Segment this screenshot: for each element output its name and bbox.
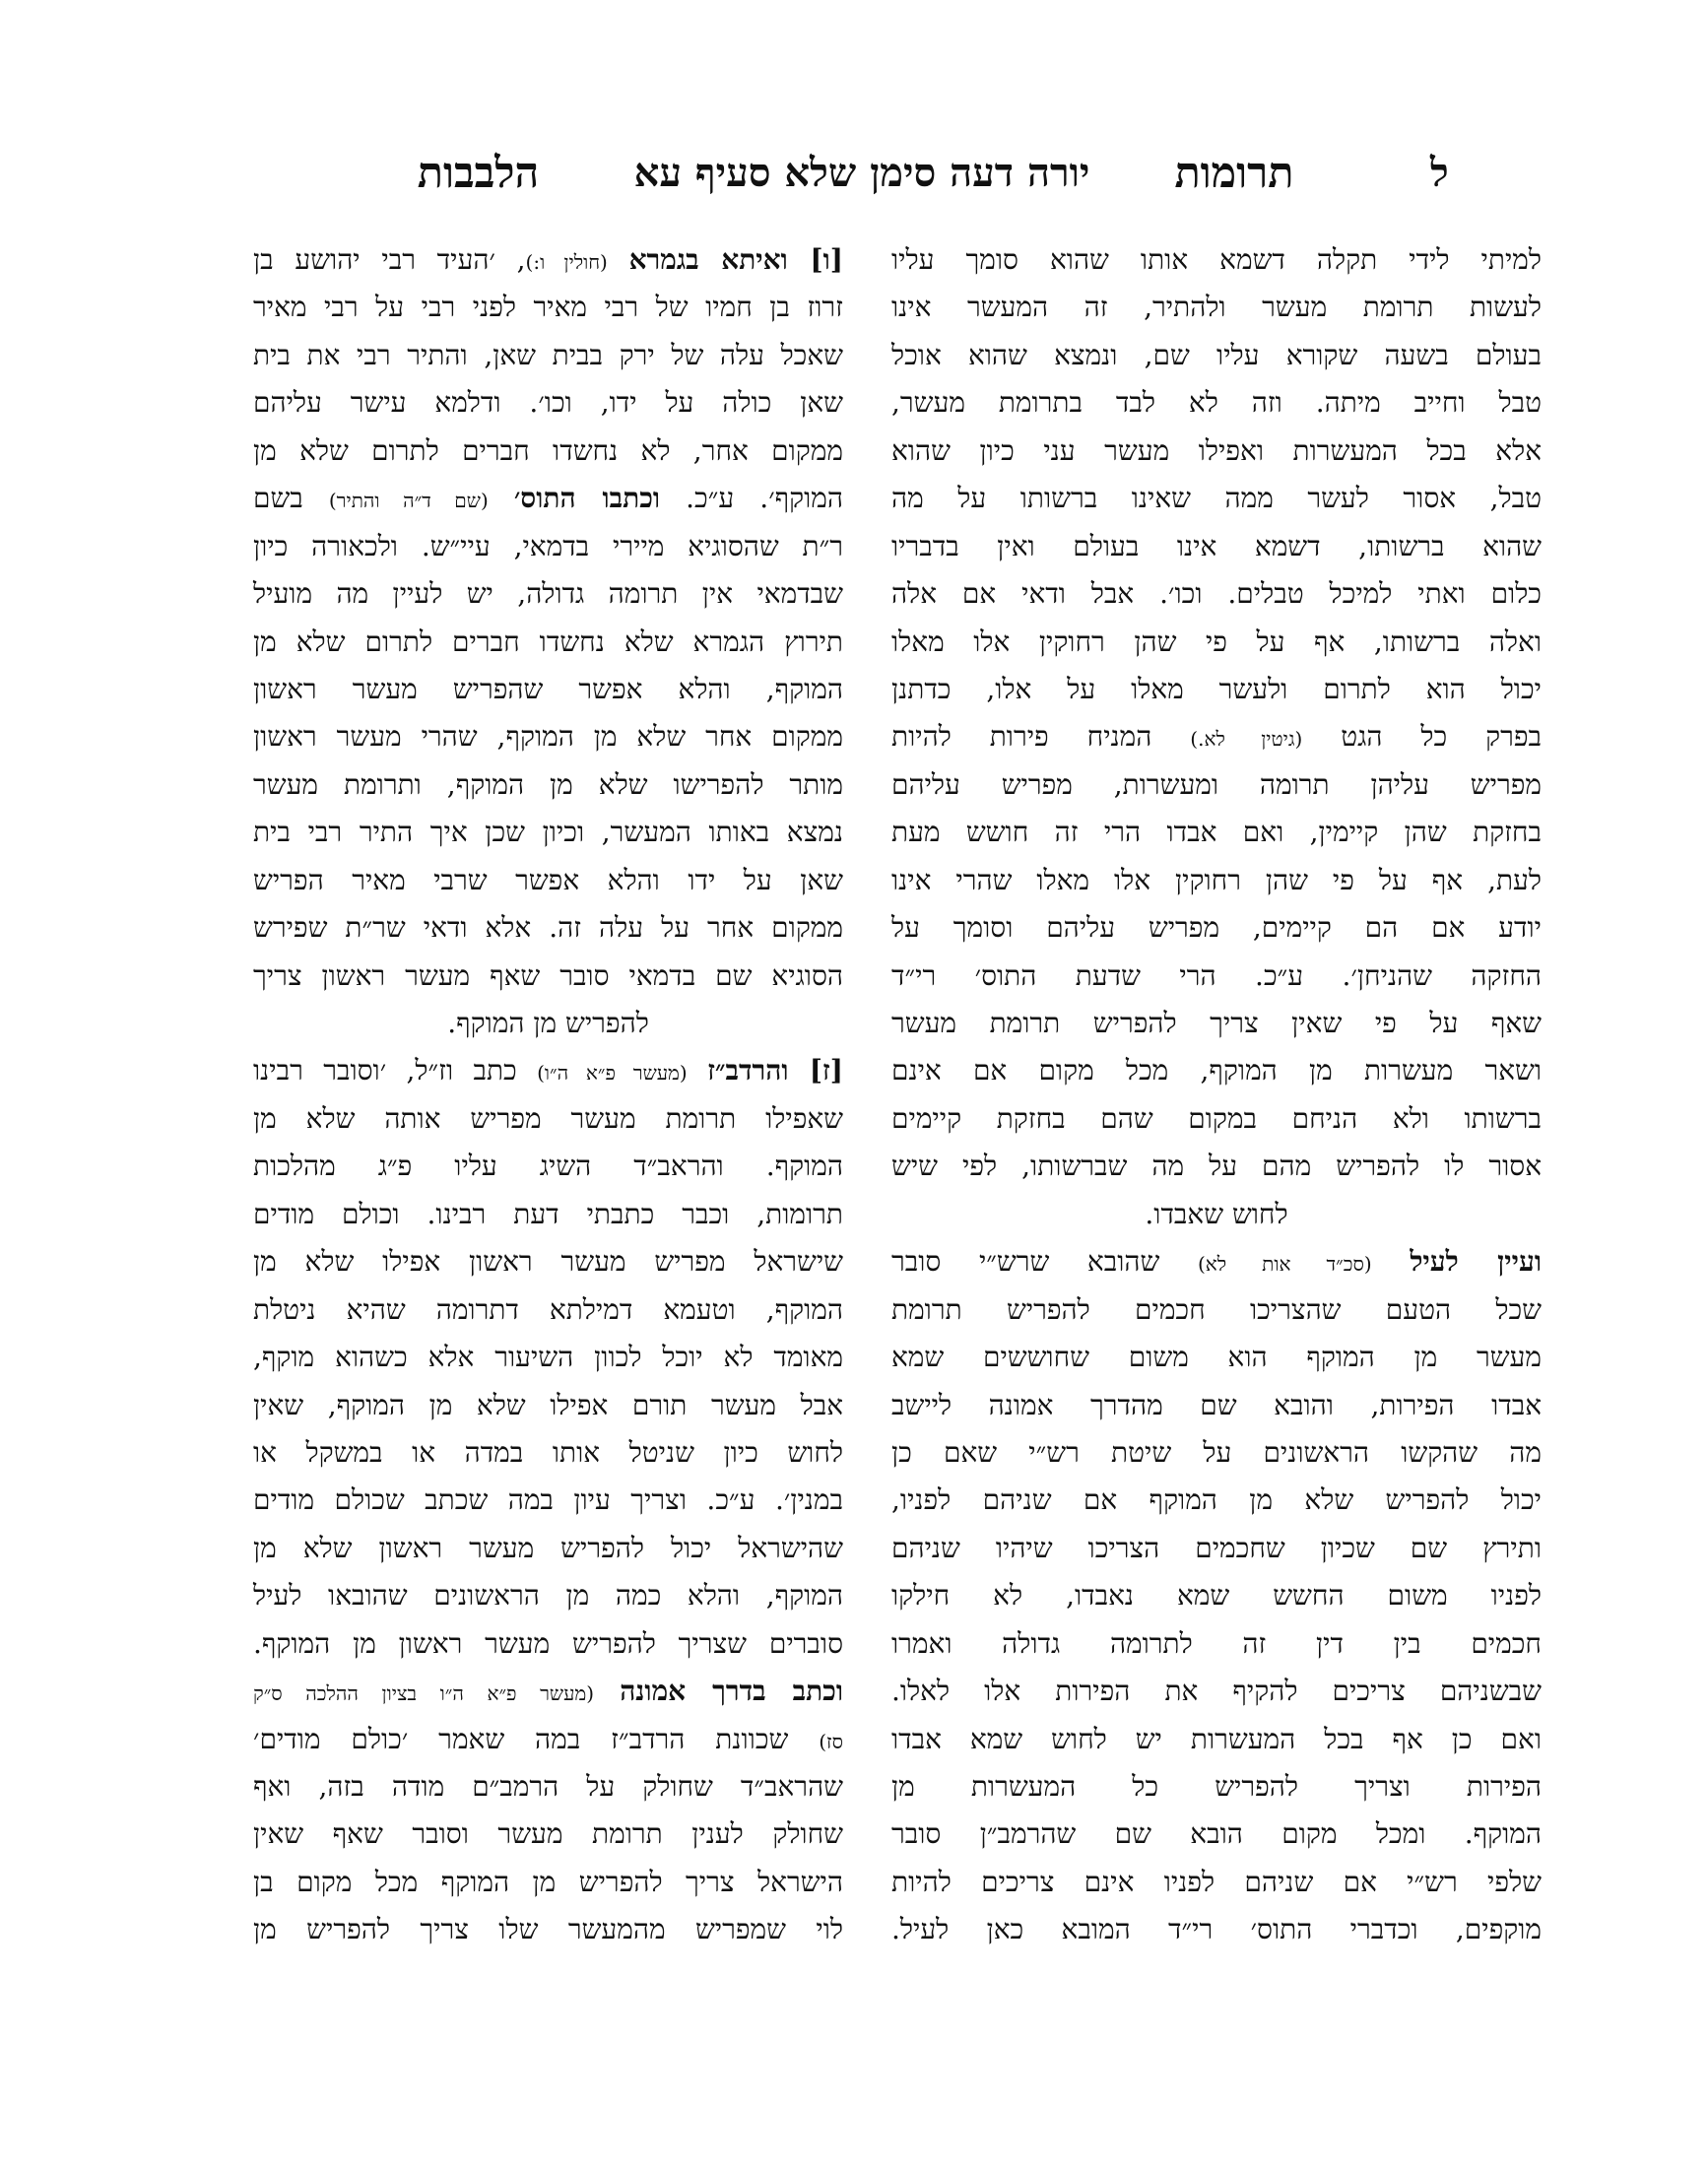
body-text: זרוז בן חמיו של רבי מאיר לפני רבי על רבי מאיר [253,291,843,324]
body-text: יודע אם הם קיימים, מפריש עליהם וסומך על [891,911,1542,945]
left-text-column [253,236,843,1954]
text-line [253,236,843,284]
body-text [688,1054,707,1086]
text-line [253,1191,843,1238]
body-text [608,243,629,276]
text-line [253,332,843,379]
citation-text: (מעשר פ״א ה״ו בציון ההלכה ס״ק [253,1681,595,1706]
text-line [253,1286,843,1334]
body-text: שאפילו תרומת מעשר מפריש אותה שלא מן [253,1101,843,1135]
body-text: שכל הטעם שהצריכו חכמים להפריש תרומת [891,1292,1542,1326]
section-marker: [ו] [787,243,843,276]
text-line [253,284,843,331]
text-line [253,713,843,760]
text-line [891,1763,1542,1811]
body-text: המניח פירות להיות [891,720,1191,754]
text-line [253,1238,843,1285]
citation-text: (מעשר פ״א ה״ו) [537,1061,688,1086]
body-text: המוקף׳. ע״כ. [660,482,844,515]
text-line [891,475,1542,522]
body-text: אסור לו להפריש מהם על מה שברשותו, לפי שיש [891,1150,1542,1183]
body-text: שאן על ידו והלא אפשר שרבי מאיר הפריש [253,863,843,896]
text-line [253,953,843,1000]
body-text: בשם [253,482,329,515]
body-text: ואלה ברשותו, אף על פי שהן רחוקין אלו מאלו [891,625,1542,658]
body-text: שאן כולה על ידו, וכו׳. ודלמא עישר עליהם [253,386,843,420]
text-line [891,713,1542,760]
body-text: חכמים בין דין זה לתרומה גדולה ואמרו [891,1626,1542,1660]
body-text: הישראל צריך להפריש מן המוקף מכל מקום בן [253,1865,843,1898]
body-text: בפרק כל הגט [1302,720,1543,754]
citation-text: (חולין ו:) [525,250,608,274]
text-line [253,1525,843,1572]
body-text: שלפי רש״י אם שניהם לפניו אינם צריכים להיות [891,1865,1542,1898]
text-line [253,1859,843,1906]
body-text [1372,1245,1411,1278]
text-line [253,809,843,856]
body-text: לחוש שאבדו. [1145,1197,1288,1230]
body-text: תירוץ הגמרא שלא נחשדו חברים לתרום שלא מן [253,625,843,658]
text-line [891,1334,1542,1381]
text-line [253,1811,843,1858]
text-line [891,1095,1542,1143]
text-line [253,1382,843,1429]
text-line [253,1572,843,1619]
header-tractate-title: תרומות [1174,149,1294,198]
text-line [891,1572,1542,1619]
text-line [891,236,1542,284]
text-line [891,904,1542,952]
body-text: ר״ת שהסוגיא מיירי בדמאי, עיי״ש. ולכאורה כיון [253,529,843,562]
text-line [253,428,843,475]
body-text: שהראב״ד שחולק על הרמב״ם מודה בזה, ואף [253,1770,843,1803]
text-line [891,1859,1542,1906]
citation-text: (שם ד״ה והתיר) [328,489,489,513]
text-line [253,857,843,904]
body-text: , ׳העיד רבי יהושע בן [253,243,526,276]
body-text: לוי שמפריש מהמעשר שלו צריך להפריש מן [253,1913,843,1946]
text-line [253,1668,843,1715]
text-line [253,904,843,952]
text-line [253,1906,843,1953]
body-text: תרומות, וכבר כתבתי דעת רבינו. וכולם מודים [253,1197,843,1230]
body-text: ברשותו ולא הניחם במקום שהם בחזקת קיימים [891,1101,1542,1135]
text-line [891,570,1542,618]
emphasis-text: והרדב״ז [707,1054,789,1087]
text-line [253,379,843,427]
body-text: ותירץ שם שכיון שחכמים הצריכו שיהיו שניהם [891,1531,1542,1564]
text-line [253,1620,843,1668]
right-text-column [891,236,1542,1954]
body-text: לחוש כיון שניטל אותו במדה או במשקל או [253,1435,843,1469]
text-line [891,953,1542,1000]
text-line [891,1906,1542,1953]
body-text: שהוא ברשותו, דשמא אינו בעולם ואין בדבריו [891,529,1542,562]
body-text: שהישראל יכול להפריש מעשר ראשון שלא מן [253,1531,843,1564]
body-text: המוקף, וטעמא דמילתא דתרומה שהיא ניטלת [253,1292,843,1326]
text-line [253,1000,843,1047]
body-text: ממקום אחר שלא מן המוקף, שהרי מעשר ראשון [253,720,843,754]
body-text: ואם כן אף בכל המעשרות יש לחוש שמא אבדו [891,1722,1542,1755]
text-line [891,379,1542,427]
body-text: המוקף, והלא אפשר שהפריש מעשר ראשון [253,672,843,705]
emphasis-text: ואיתא בגמרא [628,243,788,276]
body-text [489,482,514,514]
text-line [253,1334,843,1381]
section-marker: [ז] [788,1054,843,1087]
text-line [253,475,843,522]
body-text: המוקף. והראב״ד השיג עליו פ״ג מהלכות [253,1150,843,1183]
body-text: מפריש עליהן תרומה ומעשרות, מפריש עליהם [891,767,1542,801]
text-line [891,1811,1542,1858]
body-text: מאומד לא יוכל לכוון השיעור אלא כשהוא מוקף, [253,1341,843,1374]
body-text: שבדמאי אין תרומה גדולה, יש לעיין מה מועיל [253,577,843,611]
body-text [594,1675,620,1707]
body-text: ממקום אחר, לא נחשדו חברים לתרום שלא מן [253,433,843,467]
body-text: הפירות וצריך להפריש כל המעשרות מן [891,1770,1542,1803]
body-text: לעשות תרומת מעשר ולהתיר, זה המעשר אינו [891,291,1542,324]
body-text: שישראל מפריש מעשר ראשון אפילו שלא מן [253,1245,843,1279]
text-line [891,857,1542,904]
text-line [253,1763,843,1811]
body-text: שהובא שרש״י סובר [891,1245,1198,1279]
header-book-title: הלבבות [417,149,540,198]
text-line [891,1429,1542,1477]
body-text: כתב וז״ל, ׳וסובר רבינו [253,1054,538,1087]
text-line [253,619,843,666]
text-line [891,619,1542,666]
text-line [253,1143,843,1190]
body-text: כלום ואתי למיכל טבלים. וכו׳. אבל ודאי אם אלה [891,577,1542,611]
text-line [891,1477,1542,1524]
text-line [891,1000,1542,1047]
text-line [891,1143,1542,1190]
body-text: שבשניהם צריכים להקיף את הפירות אלו לאלו. [891,1675,1542,1708]
body-text: אבדו הפירות, והובא שם מהדרך אמונה ליישב [891,1388,1542,1421]
body-text: המוקף. ומכל מקום הובא שם שהרמב״ן סובר [891,1817,1542,1851]
body-text: שחולק לענין תרומת מעשר וסובר שאף שאין [253,1817,843,1851]
citation-text: (גיטין לא.) [1190,727,1303,752]
text-line [891,1668,1542,1715]
text-line [891,1525,1542,1572]
running-header [0,140,1708,207]
body-text: לפניו משום החשש שמא נאבדו, לא חילקו [891,1579,1542,1613]
text-line [891,1286,1542,1334]
emphasis-text: וכתב בדרך אמונה [620,1675,843,1708]
body-text: לעת, אף על פי שהן רחוקין אלו מאלו שהרי אינו [891,863,1542,896]
text-line [891,666,1542,713]
text-line [253,761,843,809]
text-line [891,1620,1542,1668]
text-line [891,332,1542,379]
text-line [253,1429,843,1477]
text-line [891,284,1542,331]
body-text: יכול להפריש שלא מן המוקף אם שניהם לפניו, [891,1483,1542,1517]
body-text: בחזקת שהן קיימין, ואם אבדו הרי זה חושש מעת [891,816,1542,849]
body-text: טבל, אסור לעשר ממה שאינו ברשותו על מה [891,482,1542,515]
text-line [891,1382,1542,1429]
text-line [253,666,843,713]
text-line [253,1477,843,1524]
body-text: מותר להפרישו שלא מן המוקף, ותרומת מעשר [253,767,843,801]
text-line [891,761,1542,809]
body-text: מה שהקשו הראשונים על שיטת רש״י שאם כן [891,1435,1542,1469]
body-text: למיתי לידי תקלה דשמא אותו שהוא סומך עליו [891,243,1542,276]
text-line [891,428,1542,475]
citation-text: סז) [819,1729,843,1753]
body-text: הסוגיא שם בדמאי סובר שאף מעשר ראשון צריך [253,958,843,992]
body-text: החזקה שהניחן׳. ע״כ. הרי שדעת התוס׳ רי״ד [891,958,1542,992]
text-line [891,1191,1542,1238]
citation-text: (סכ״ד אות לא) [1197,1252,1372,1277]
body-text: ושאר מעשרות מן המוקף, מכל מקום אם אינם [891,1054,1542,1087]
text-line [253,570,843,618]
body-text: אבל מעשר תורם אפילו שלא מן המוקף, שאין [253,1388,843,1421]
body-text: במנין׳. ע״כ. וצריך עיון במה שכתב שכולם מודים [253,1483,843,1517]
text-line [891,523,1542,570]
body-text: מעשר מן המוקף הוא משום שחוששים שמא [891,1341,1542,1374]
text-line [891,1238,1542,1285]
body-text: סוברים שצריך להפריש מעשר ראשון מן המוקף. [253,1626,843,1660]
body-text: יכול הוא לתרום ולעשר מאלו על אלו, כדתנן [891,672,1542,705]
body-text: נמצא באותו המעשר, וכיון שכן איך התיר רבי בית [253,816,843,849]
header-page-letter: ל [1430,150,1449,196]
text-line [891,1047,1542,1094]
text-line [253,1047,843,1094]
body-text: אלא בכל המעשרות ואפילו מעשר עני כיון שהוא [891,433,1542,467]
body-text: מוקפים, וכדברי התוס׳ רי״ד המובא כאן לעיל. [891,1913,1542,1946]
emphasis-text: וכתבו התוס׳ [513,482,661,515]
text-line [253,1095,843,1143]
body-text: להפריש מן המוקף. [447,1007,649,1039]
body-text: טבל וחייב מיתה. וזה לא לבד בתרומת מעשר, [891,386,1542,420]
body-text: ממקום אחר על עלה זה. אלא ודאי שר״ת שפירש [253,911,843,945]
body-text: בעולם בשעה שקורא עליו שם, ונמצא שהוא אוכל [891,338,1542,371]
header-siman-reference: יורה דעה סימן שלא סעיף עא [633,150,1090,196]
text-line [891,1716,1542,1763]
text-line [253,523,843,570]
body-text: המוקף, והלא כמה מן הראשונים שהובאו לעיל [253,1579,843,1613]
body-text: שאף על פי שאין צריך להפריש תרומת מעשר [891,1007,1542,1039]
emphasis-text: ועיין לעיל [1410,1245,1542,1279]
text-line [253,1716,843,1763]
text-line [891,809,1542,856]
body-text: שכוונת הרדב״ז במה שאמר ׳כולם מודים׳ [253,1722,820,1755]
body-text: שאכל עלה של ירק בבית שאן, והתיר רבי את בית [253,338,843,371]
